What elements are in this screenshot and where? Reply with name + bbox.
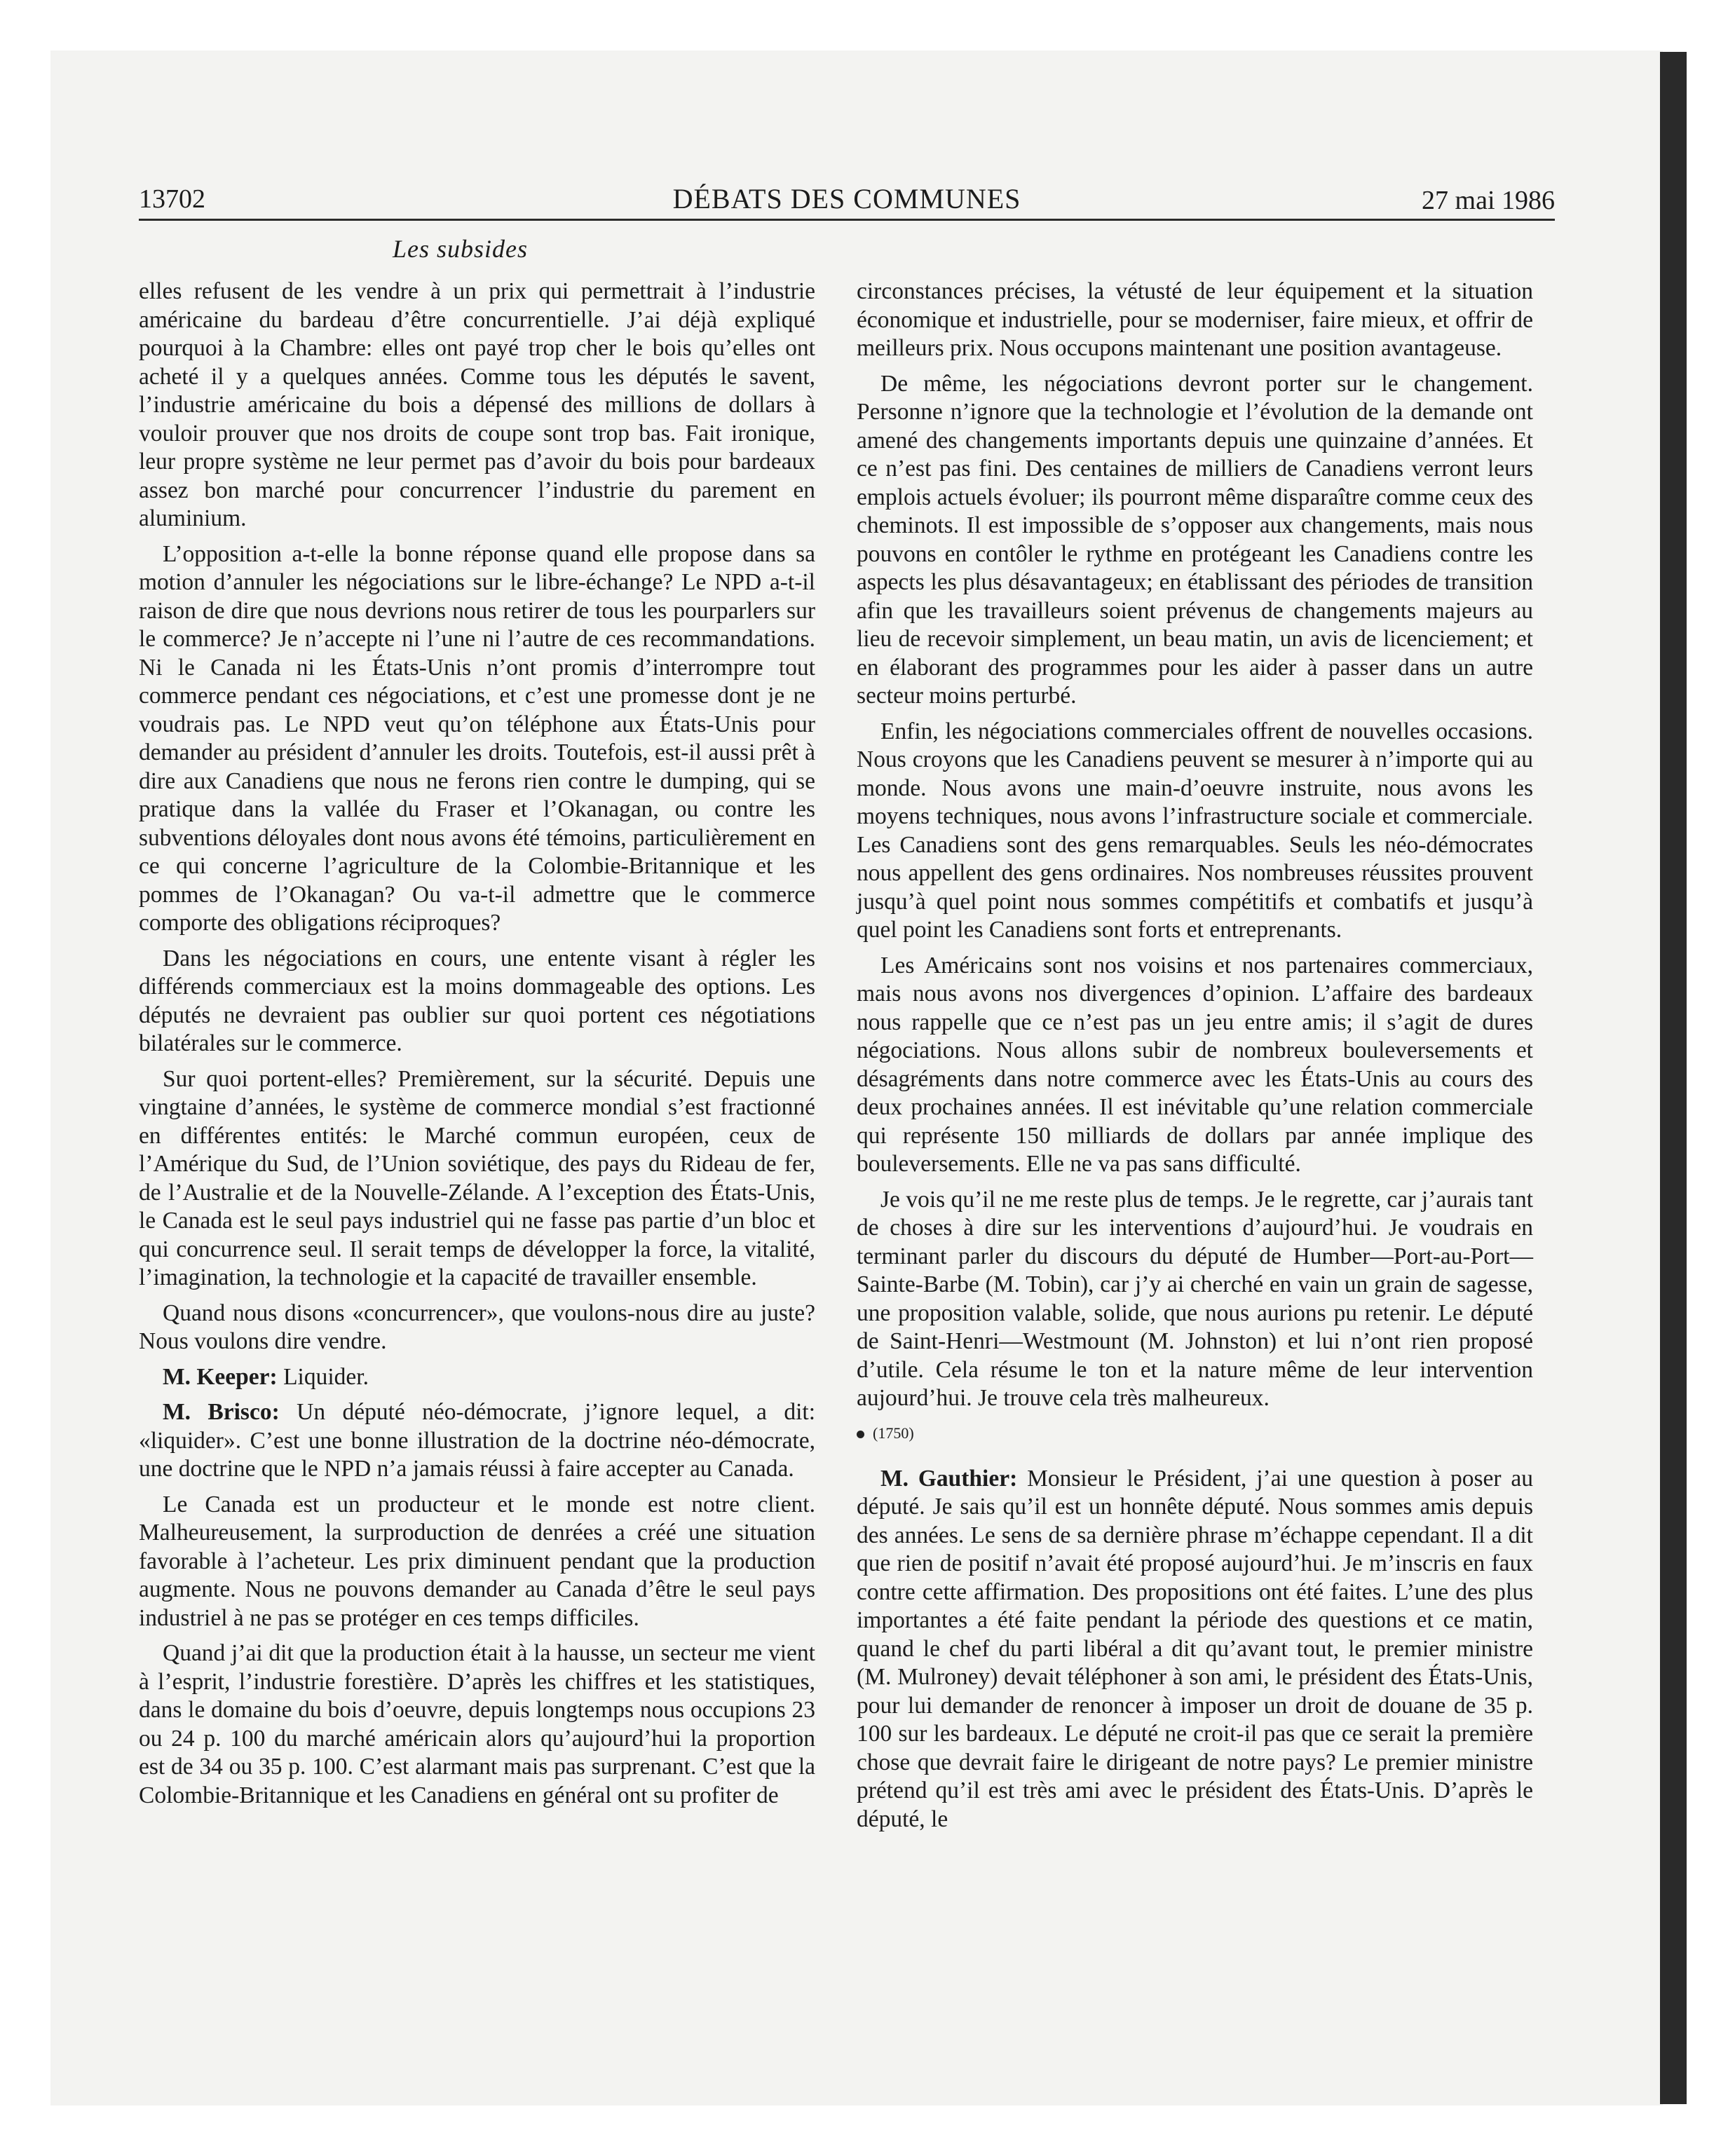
time-marker-text: (1750) (873, 1424, 914, 1442)
speaker-name: M. Keeper: (163, 1363, 278, 1390)
issue-date: 27 mai 1986 (1422, 186, 1555, 215)
speech-paragraph (857, 1465, 1533, 1834)
paragraph: elles refusent de les vendre à un prix qui permettrait à l’industrie américaine du bardeau d’être concurrentielle. J’ai déjà expliqué pourquoi à la Chambre: elles ont payé trop cher le bois qu’elles ont acheté il y a quelques années. Comme tous les députés le savent, l’industrie américaine du bois a dépensé des millions de dollars à vouloir prouver que nos droits de coupe sont trop bas. Fait ironique, leur propre système ne leur permet pas d’avoir du bois pour bardeaux assez bon marché pour concurrencer l’industrie du parement en aluminium. (139, 278, 815, 531)
speaker-name: M. Gauthier: (880, 1465, 1018, 1492)
paragraph: De même, les négociations devront porter sur le changement. Personne n’ignore que la technologie et l’évolution de la demande ont amené des changements importants depuis une quinzaine d’années. Et ce n’est pas fini. Des centaines de milliers de Canadiens verront leurs emplois actuels évoluer; ils pourront même disparaître comme ceux des cheminots. Il est impossible de s’opposer aux changements, mais nous pouvons en contôler le rythme en protégeant les Canadiens contre les aspects les plus désavantageux; en établissant des périodes de transition afin que les travailleurs soient prévenus de changements majeurs au lieu de recevoir simplement, un beau matin, un avis de licenciement; et en élaborant des programmes pour les aider à passer dans un autre secteur moins perturbé. (857, 370, 1533, 709)
paragraph: Quand nous disons «concurrencer», que voulons-nous dire au juste? Nous voulons dire vendre. (139, 1299, 815, 1354)
speaker-name: M. Brisco: (163, 1399, 280, 1425)
paragraph: Le Canada est un producteur et le monde est notre client. Malheureusement, la surproduction de denrées a créé une situation favorable à l’acheteur. Les prix diminuent pendant que la production augmente. Nous ne pouvons demander au Canada d’être le seul pays industriel à ne pas se protéger en ces temps difficiles. (139, 1491, 815, 1631)
publication-title: DÉBATS DES COMMUNES (672, 183, 1021, 214)
speech-paragraph (139, 1363, 815, 1392)
paragraph: Les Américains sont nos voisins et nos partenaires commerciaux, mais nous avons nos divergences d’opinion. L’affaire des bardeaux nous rappelle que ce n’est pas un jeu entre amis; il s’agit de dures négociations. Nous allons subir de nombreux bouleversements et désagréments dans notre commerce avec les États-Unis au cours des deux prochaines années. Il est inévitable qu’une relation commerciale qui représente 150 milliards de dollars par année implique des bouleversements. Elle ne va pas sans difficulté. (857, 952, 1533, 1177)
left-column (139, 278, 815, 1817)
speech-text: Liquider. (277, 1363, 369, 1390)
paragraph: circonstances précises, la vétusté de leur équipement et la situation économique et industrielle, pour se moderniser, faire mieux, et offrir de meilleurs prix. Nous occupons maintenant une position avantageuse. (857, 278, 1533, 361)
scan-edge (1660, 52, 1687, 2104)
paragraph: Quand j’ai dit que la production était à la hausse, un secteur me vient à l’esprit, l’industrie forestière. D’après les chiffres et les statistiques, dans le domaine du bois d’oeuvre, depuis longtemps nous occupions 23 ou 24 p. 100 du marché américain alors qu’aujourd’hui la proportion est de 34 ou 35 p. 100. C’est alarmant mais pas surprenant. C’est que la Colombie-Britannique et les Canadiens en général ont su profiter de (139, 1640, 815, 1808)
bullet-dot-icon (857, 1431, 864, 1438)
time-marker (857, 1423, 1533, 1444)
paragraph: Enfin, les négociations commerciales offrent de nouvelles occasions. Nous croyons que les Canadiens peuvent se mesurer à n’importe qui au monde. Nous avons une main-d’oeuvre instruite, nous avons les moyens techniques, nous avons l’infrastructure sociale et commerciale. Les Canadiens sont des gens remarquables. Seuls les néo-démocrates nous appellent des gens ordinaires. Nos nombreuses réussites prouvent jusqu’à quel point nous sommes compétitifs et combatifs et jusqu’à quel point les Canadiens sont forts et entreprenants. (857, 718, 1533, 943)
paragraph: Sur quoi portent-elles? Premièrement, sur la sécurité. Depuis une vingtaine d’années, le système de commerce mondial s’est fractionné en différentes entités: le Marché commun européen, ceux de l’Amérique du Sud, de l’Union soviétique, des pays du Rideau de fer, de l’Australie et de la Nouvelle-Zélande. A l’exception des États-Unis, le Canada est le seul pays industriel qui ne fasse pas partie d’un bloc et qui concurrence seul. Il serait temps de développer la force, la vitalité, l’imagination, la technologie et la capacité de travailler ensemble. (139, 1065, 815, 1290)
speech-paragraph (139, 1398, 815, 1484)
speech-text: Monsieur le Président, j’ai une question à poser au député. Je sais qu’il est un honnête député. Nous sommes amis depuis des années. Le sens de sa dernière phrase m’échappe cependant. Il a dit que rien de positif n’avait été proposé aujourd’hui. Je m’inscris en faux contre cette affirmation. Des propositions ont été faites. L’une des plus importantes a été faite pendant la période des questions et ce matin, quand le chef du parti libéral a dit qu’avant tout, le premier ministre (M. Mulroney) devait téléphoner à son ami, le président des États-Unis, pour lui demander de renoncer à imposer un droit de douane de 35 p. 100 sur les bardeaux. Le député ne croit-il pas que ce serait la première chose que devrait faire le dirigeant de notre pays? Le premier ministre prétend qu’il est très ami avec le président des États-Unis. D’après le député, le (857, 1465, 1534, 1832)
section-title: Les subsides (393, 235, 529, 263)
paragraph: Je vois qu’il ne me reste plus de temps. Je le regrette, car j’aurais tant de choses à dire sur les interventions d’aujourd’hui. Je voudrais en terminant parler du discours du député de Humber—Port-au-Port—Sainte-Barbe (M. Tobin), car j’y ai cherché en vain un grain de sagesse, une proposition valable, solide, que nous aurions pu retenir. Le député de Saint-Henri—Westmount (M. Johnston) et lui n’ont rien proposé d’utile. Cela résume le ton et la nature même de leur intervention aujourd’hui. Je trouve cela très malheureux. (857, 1186, 1533, 1411)
paragraph: L’opposition a-t-elle la bonne réponse quand elle propose dans sa motion d’annuler les négociations sur le libre-échange? Le NPD a-t-il raison de dire que nous devrions nous retirer de tous les pourparlers sur le commerce? Je n’accepte ni l’une ni l’autre de ces recommandations. Ni le Canada ni les États-Unis n’ont promis d’interrompre tout commerce pendant ces négociations, et c’est une promesse dont je ne voudrais pas. Le NPD veut qu’on téléphone aux États-Unis pour demander au président d’annuler les droits. Toutefois, est-il aussi prêt à dire aux Canadiens que nous ne ferons rien contre le dumping, qui se pratique dans la vallée du Fraser et l’Okanagan, ou contre les subventions déloyales dont nous avons été témoins, particulièrement en ce qui concerne l’agriculture de la Colombie-Britannique et les pommes de l’Okanagan? Ou va-t-il admettre que le commerce comporte des obligations réciproques? (139, 540, 815, 936)
paragraph: Dans les négociations en cours, une entente visant à régler les différends commerciaux est la moins dommageable des options. Les députés ne devraient pas oublier sur quoi portent ces négotiations bilatérales sur le commerce. (139, 945, 815, 1056)
page-number: 13702 (139, 184, 205, 214)
right-column (857, 278, 1533, 1841)
speech-text: Un député néo-démocrate, j’ignore lequel, a dit: «liquider». C’est une bonne illustration de la doctrine néo-démocrate, une doctrine que le NPD n’a jamais réussi à faire accepter au Canada. (139, 1399, 815, 1482)
page-header (139, 179, 1555, 221)
